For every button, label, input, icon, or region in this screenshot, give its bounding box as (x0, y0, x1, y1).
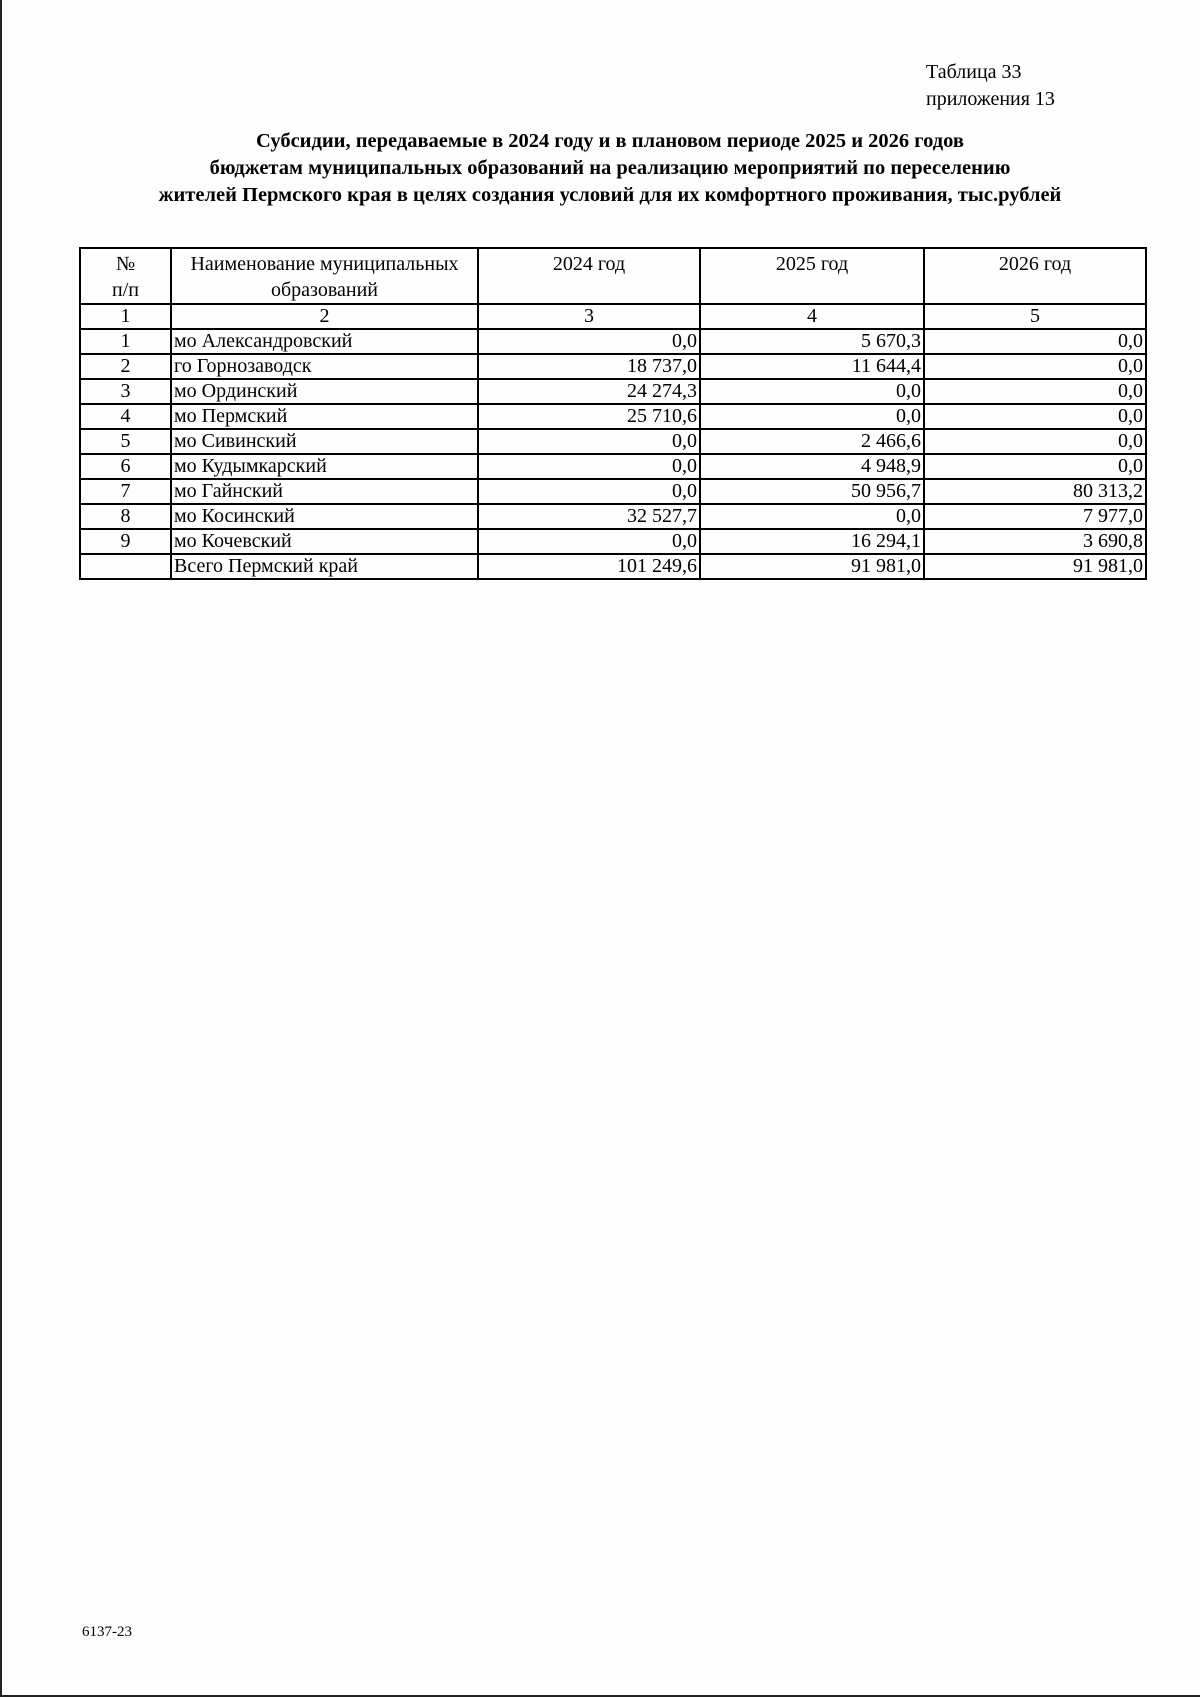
table-row (80, 454, 1146, 479)
value-2024: 0,0 (478, 479, 700, 504)
municipality-name: мо Пермский (171, 404, 478, 429)
table-row (80, 379, 1146, 404)
value-2026: 0,0 (924, 329, 1146, 354)
value-2026: 80 313,2 (924, 479, 1146, 504)
value-2026: 0,0 (924, 354, 1146, 379)
column-number-row (80, 304, 1146, 329)
total-2026: 91 981,0 (924, 554, 1146, 579)
column-number: 2 (171, 304, 478, 329)
table-header-row (80, 248, 1146, 304)
value-2024: 18 737,0 (478, 354, 700, 379)
column-number: 4 (700, 304, 924, 329)
title-line-2: бюджетам муниципальных образований на реализацию мероприятий по переселению (209, 157, 1011, 179)
row-number: 8 (80, 504, 171, 529)
total-label: Всего Пермский край (171, 554, 478, 579)
municipality-name: мо Кочевский (171, 529, 478, 554)
document-title (60, 128, 1160, 209)
value-2024: 0,0 (478, 429, 700, 454)
row-number: 5 (80, 429, 171, 454)
table-number: Таблица 33 (926, 61, 1022, 83)
total-row (80, 554, 1146, 579)
municipality-name: мо Косинский (171, 504, 478, 529)
header-municipality: Наименование муниципальных образований (171, 248, 478, 304)
row-number: 2 (80, 354, 171, 379)
value-2024: 32 527,7 (478, 504, 700, 529)
value-2026: 0,0 (924, 404, 1146, 429)
value-2025: 0,0 (700, 404, 924, 429)
table-row (80, 429, 1146, 454)
value-2024: 0,0 (478, 454, 700, 479)
value-2024: 0,0 (478, 529, 700, 554)
column-number: 3 (478, 304, 700, 329)
table-row (80, 529, 1146, 554)
value-2024: 24 274,3 (478, 379, 700, 404)
total-2025: 91 981,0 (700, 554, 924, 579)
municipality-name: мо Гайнский (171, 479, 478, 504)
subsidies-table (79, 247, 1147, 580)
value-2025: 16 294,1 (700, 529, 924, 554)
row-number: 6 (80, 454, 171, 479)
table-row (80, 329, 1146, 354)
header-2026: 2026 год (924, 248, 1146, 304)
title-line-3: жителей Пермского края в целях создания условий для их комфортного проживания, тыс.рублей (158, 184, 1062, 206)
table-row (80, 504, 1146, 529)
row-number: 7 (80, 479, 171, 504)
value-2025: 5 670,3 (700, 329, 924, 354)
value-2024: 25 710,6 (478, 404, 700, 429)
row-number: 3 (80, 379, 171, 404)
municipality-name: мо Ординский (171, 379, 478, 404)
row-number: 9 (80, 529, 171, 554)
header-number-line-1: № (115, 253, 136, 275)
header-2025: 2025 год (700, 248, 924, 304)
value-2026: 7 977,0 (924, 504, 1146, 529)
value-2026: 0,0 (924, 379, 1146, 404)
column-number: 5 (924, 304, 1146, 329)
table-reference (926, 59, 1055, 113)
municipality-name: го Горнозаводск (171, 354, 478, 379)
title-line-1: Субсидии, передаваемые в 2024 году и в плановом периоде 2025 и 2026 годов (256, 130, 964, 152)
total-row-number (80, 554, 171, 579)
value-2025: 11 644,4 (700, 354, 924, 379)
value-2025: 0,0 (700, 379, 924, 404)
document-code: 6137-23 (82, 1624, 132, 1640)
municipality-name: мо Александровский (171, 329, 478, 354)
value-2025: 2 466,6 (700, 429, 924, 454)
header-number (80, 248, 171, 304)
total-2024: 101 249,6 (478, 554, 700, 579)
row-number: 1 (80, 329, 171, 354)
municipality-name: мо Сивинский (171, 429, 478, 454)
header-2024: 2024 год (478, 248, 700, 304)
value-2026: 0,0 (924, 429, 1146, 454)
value-2025: 4 948,9 (700, 454, 924, 479)
table-row (80, 404, 1146, 429)
value-2025: 0,0 (700, 504, 924, 529)
column-number: 1 (80, 304, 171, 329)
value-2026: 0,0 (924, 454, 1146, 479)
row-number: 4 (80, 404, 171, 429)
value-2025: 50 956,7 (700, 479, 924, 504)
value-2024: 0,0 (478, 329, 700, 354)
value-2026: 3 690,8 (924, 529, 1146, 554)
header-number-line-2: п/п (112, 279, 139, 301)
table-row (80, 479, 1146, 504)
municipality-name: мо Кудымкарский (171, 454, 478, 479)
appendix-number: приложения 13 (926, 88, 1055, 110)
table-row (80, 354, 1146, 379)
